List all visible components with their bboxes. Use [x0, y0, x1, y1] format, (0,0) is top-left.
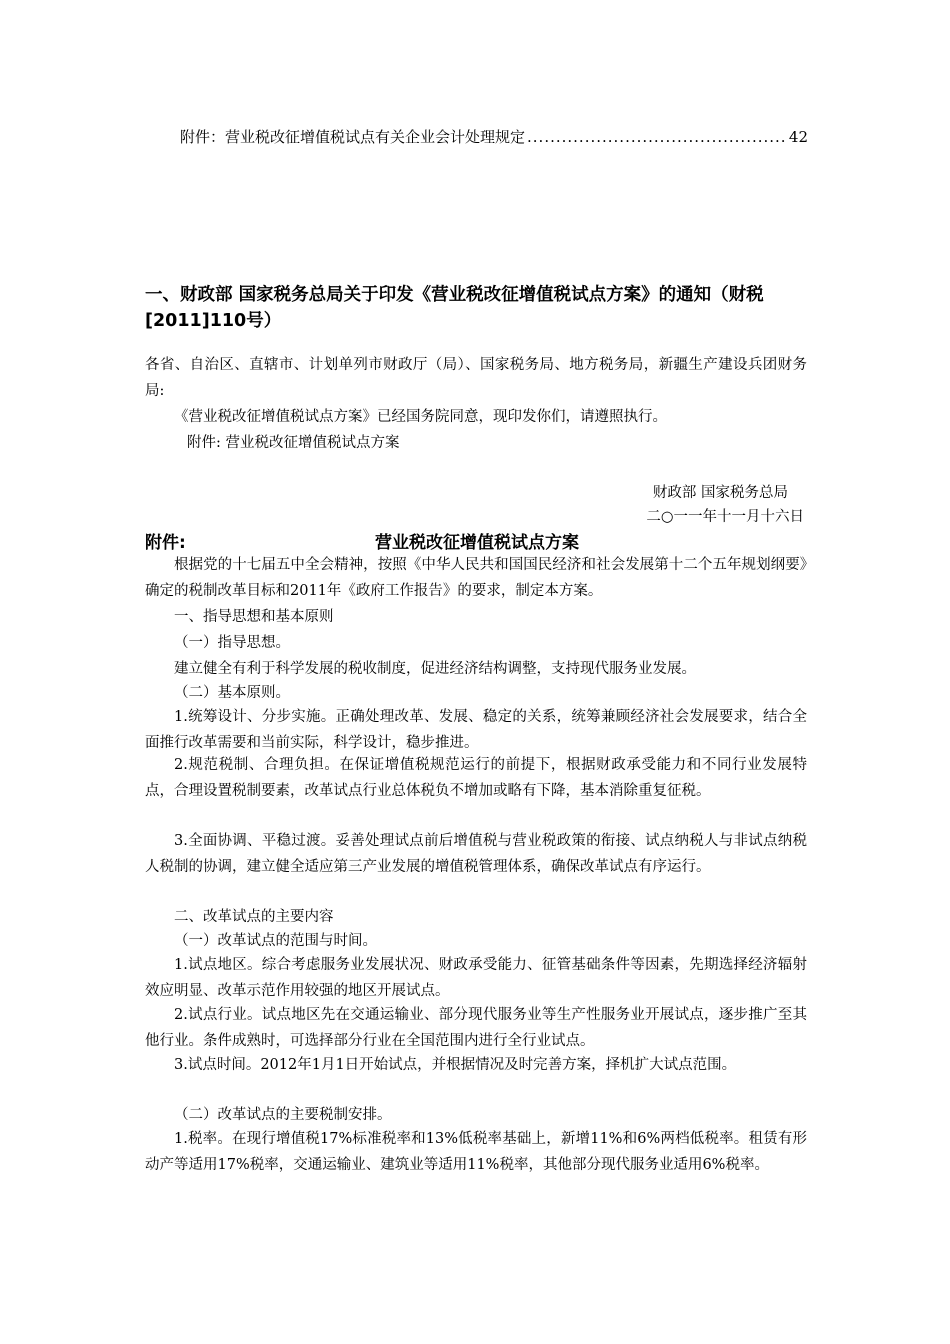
heading-main-content: 二、改革试点的主要内容 [174, 909, 334, 925]
paragraph: 3.试点时间。2012年1月1日开始试点，并根据情况及时完善方案，择机扩大试点范围。 [174, 1057, 737, 1073]
attachment-title: 营业税改征增值税试点方案 [375, 533, 579, 553]
paragraph: 2.规范税制、合理负担。在保证增值税规范运行的前提下，根据财政承受能力和不同行业发展特点，合理设置税制要素，改革试点行业总体税负不增加或略有下降，基本消除重复征税。 [145, 757, 807, 799]
notice-attachment: 附件: 营业税改征增值税试点方案 [187, 435, 400, 451]
toc-page-number: 42 [788, 128, 808, 146]
attachment-label: 附件: [145, 533, 186, 553]
subheading: （一）指导思想。 [174, 635, 290, 651]
section-title: 一、财政部 国家税务总局关于印发《营业税改征增值税试点方案》的通知（财税[2011]110号） [145, 285, 764, 331]
paragraph: 1.税率。在现行增值税17%标准税率和13%低税率基础上，新增11%和6%两档低税率。租赁有形动产等适用17%税率，交通运输业、建筑业等适用11%税率，其他部分现代服务业适用6%税率。 [145, 1131, 807, 1173]
paragraph: 3.全面协调、平稳过渡。妥善处理试点前后增值税与营业税政策的衔接、试点纳税人与非试点纳税人税制的协调，建立健全适应第三产业发展的增值税管理体系，确保改革试点有序运行。 [145, 833, 807, 875]
subheading: （二）改革试点的主要税制安排。 [174, 1107, 392, 1123]
subheading: （二）基本原则。 [174, 685, 290, 701]
notice-signer: 财政部 国家税务总局 [652, 485, 788, 501]
toc-entry-text: 附件：营业税改征增值税试点有关企业会计处理规定 [180, 128, 526, 146]
toc-leader-dots [527, 128, 787, 146]
paragraph: 根据党的十七届五中全会精神，按照《中华人民共和国国民经济和社会发展第十二个五年规划纲要》确定的税制改革目标和2011年《政府工作报告》的要求，制定本方案。 [145, 557, 807, 599]
toc-entry[interactable] [180, 126, 808, 148]
attachment-heading [145, 528, 807, 554]
notice-body: 《营业税改征增值税试点方案》已经国务院同意，现印发你们，请遵照执行。 [174, 409, 667, 425]
heading-guiding-principles: 一、指导思想和基本原则 [174, 609, 334, 625]
notice-recipients: 各省、自治区、直辖市、计划单列市财政厅（局）、国家税务局、地方税务局，新疆生产建设兵团财务局: [145, 357, 807, 399]
notice-date: 二○一一年十一月十六日 [646, 509, 804, 525]
paragraph: 1.试点地区。综合考虑服务业发展状况、财政承受能力、征管基础条件等因素，先期选择经济辐射效应明显、改革示范作用较强的地区开展试点。 [145, 957, 807, 999]
paragraph: 1.统筹设计、分步实施。正确处理改革、发展、稳定的关系，统筹兼顾经济社会发展要求，结合全面推行改革需要和当前实际，科学设计，稳步推进。 [145, 709, 807, 751]
paragraph: 2.试点行业。试点地区先在交通运输业、部分现代服务业等生产性服务业开展试点，逐步推广至其他行业。条件成熟时，可选择部分行业在全国范围内进行全行业试点。 [145, 1007, 807, 1049]
subheading: （一）改革试点的范围与时间。 [174, 933, 377, 949]
paragraph: 建立健全有利于科学发展的税收制度，促进经济结构调整，支持现代服务业发展。 [174, 661, 696, 677]
